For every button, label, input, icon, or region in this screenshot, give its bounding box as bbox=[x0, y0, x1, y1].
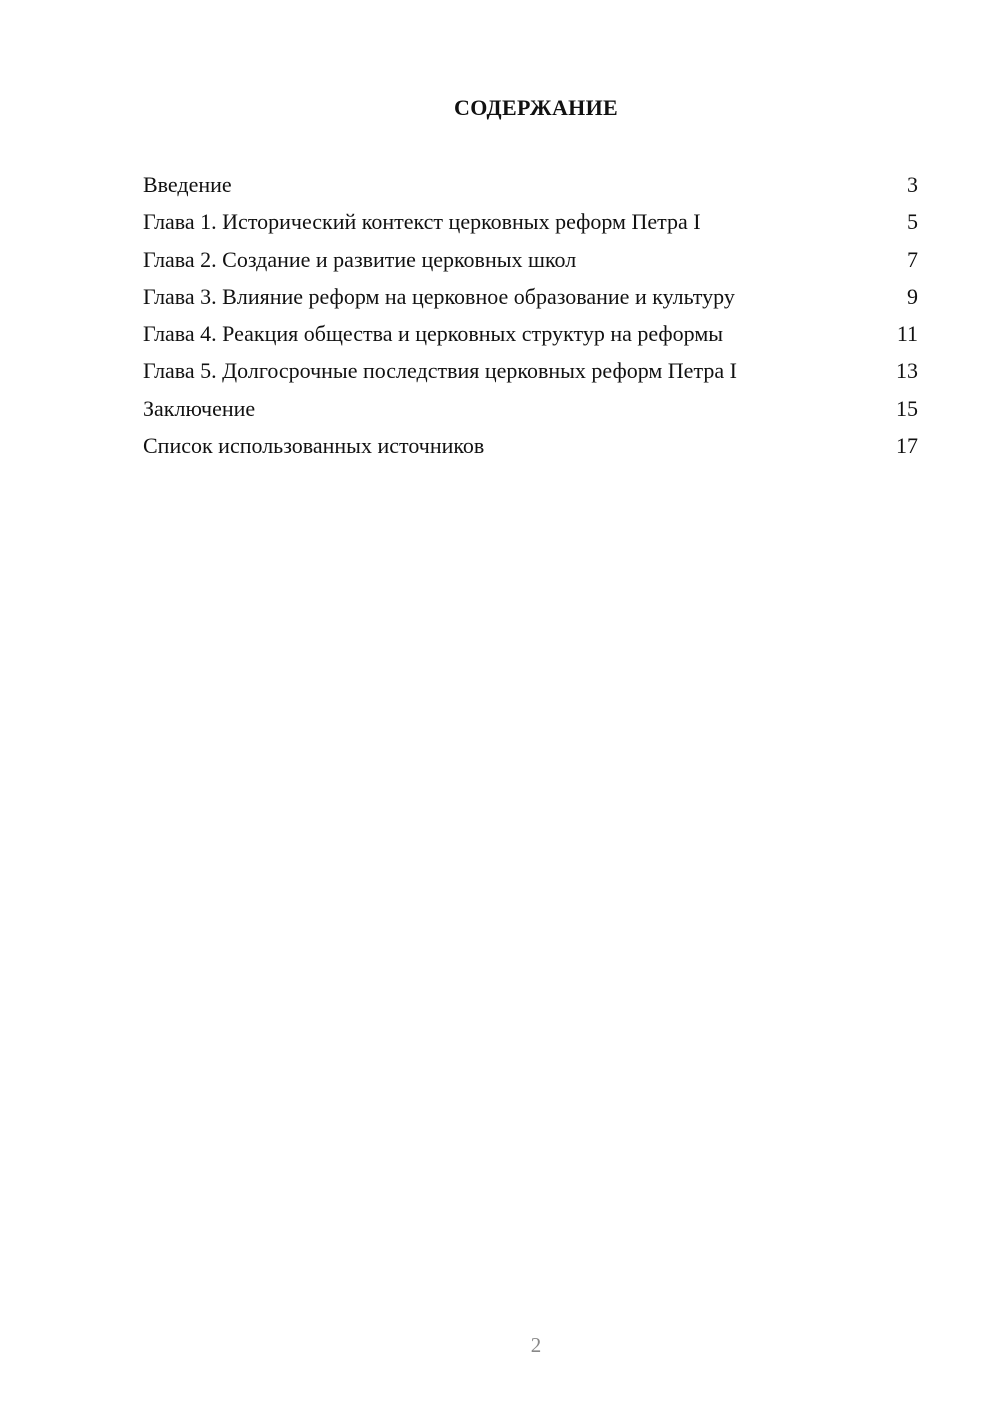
toc-entry bbox=[143, 431, 918, 468]
toc-entry-label: Список использованных источников bbox=[143, 433, 485, 459]
toc-entry bbox=[143, 170, 918, 207]
toc-entry-label: Глава 1. Исторический контекст церковных реформ Петра I bbox=[143, 209, 701, 235]
toc-entry bbox=[143, 245, 918, 282]
toc-entry-label: Глава 5. Долгосрочные последствия церковных реформ Петра I bbox=[143, 358, 737, 384]
toc-entry-page: 13 bbox=[896, 358, 918, 384]
toc-entry-label: Введение bbox=[143, 172, 232, 197]
toc-entry-page: 17 bbox=[896, 433, 918, 459]
toc-entry bbox=[143, 394, 918, 431]
toc-entry-page: 3 bbox=[907, 172, 918, 197]
toc-entry-label: Глава 4. Реакция общества и церковных структур на реформы bbox=[143, 321, 724, 347]
toc-entry-label: Глава 3. Влияние реформ на церковное образование и культуру bbox=[143, 283, 735, 309]
toc-entry bbox=[143, 282, 918, 319]
toc-entry bbox=[143, 319, 918, 356]
page-number: 2 bbox=[530, 1333, 542, 1357]
toc-entry-page: 15 bbox=[896, 395, 918, 421]
toc-entry-page: 9 bbox=[907, 283, 918, 309]
toc-entry-page: 11 bbox=[896, 321, 918, 347]
toc-entry bbox=[143, 356, 918, 393]
toc-entry-page: 7 bbox=[907, 246, 918, 272]
table-of-contents bbox=[143, 170, 918, 468]
toc-entry-label: Глава 2. Создание и развитие церковных школ bbox=[143, 246, 577, 272]
page-title: СОДЕРЖАНИЕ bbox=[454, 95, 618, 120]
toc-entry-label: Заключение bbox=[143, 395, 256, 421]
toc-entry bbox=[143, 207, 918, 244]
toc-entry-page: 5 bbox=[907, 209, 918, 235]
